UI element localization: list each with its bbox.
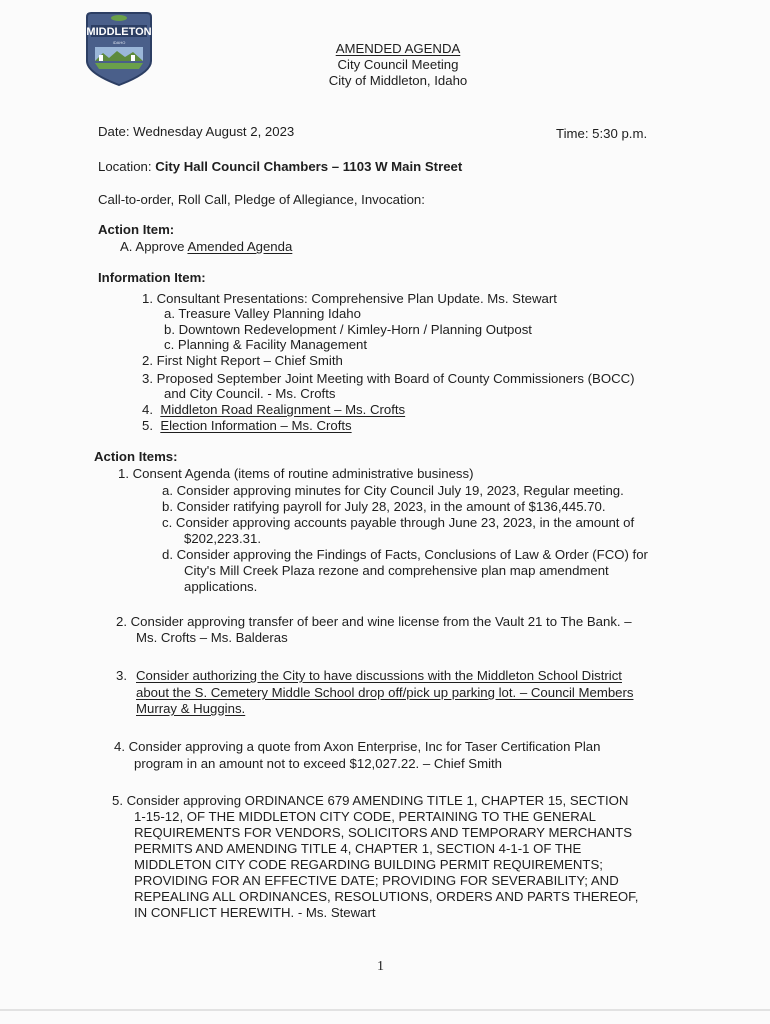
info-item-1c: c. Planning & Facility Management — [164, 337, 368, 352]
meeting-date: Date: Wednesday August 2, 2023 — [98, 124, 295, 139]
action-item-5-line6: PROVIDING FOR AN EFFECTIVE DATE; PROVIDING FOR SEVERABILITY; AND — [134, 873, 619, 888]
info-item-5 — [142, 418, 352, 433]
info-item-3-line2: and City Council. - Ms. Crofts — [164, 386, 336, 401]
action-item-2-line1: 2. Consider approving transfer of beer and wine license from the Vault 21 to The Bank. – — [116, 614, 632, 629]
action-item-1d-line2: City's Mill Creek Plaza rezone and comprehensive plan map amendment — [184, 563, 609, 578]
action-item-2-line2: Ms. Crofts – Ms. Balderas — [136, 630, 288, 645]
action-item-5-line3: REQUIREMENTS FOR VENDORS, SOLICITORS AND TEMPORARY MERCHANTS — [134, 825, 633, 840]
page-number: 1 — [377, 959, 384, 974]
info-item-5-number: 5. — [142, 418, 153, 433]
action-item-1d-line1: d. Consider approving the Findings of Facts, Conclusions of Law & Order (FCO) for — [162, 547, 648, 562]
amended-agenda-link[interactable]: Amended Agenda — [187, 239, 293, 254]
location-label: Location: — [98, 159, 152, 174]
meeting-location — [98, 159, 462, 174]
election-information-link[interactable]: Election Information – Ms. Crofts — [160, 418, 352, 433]
page-bottom-divider — [0, 1009, 770, 1011]
action-item-3-line3[interactable]: Murray & Huggins. — [136, 701, 246, 716]
action-item-1d-line3: applications. — [184, 579, 258, 594]
action-item-1b: b. Consider ratifying payroll for July 28, 2023, in the amount of $136,445.70. — [162, 499, 606, 514]
action-item-a — [120, 239, 292, 254]
action-item-3-number: 3. — [116, 668, 127, 683]
action-item-1: 1. Consent Agenda (items of routine administrative business) — [118, 466, 474, 481]
info-item-1b: b. Downtown Redevelopment / Kimley-Horn / Planning Outpost — [164, 322, 532, 337]
action-item-5-line4: PERMITS AND AMENDING TITLE 4, CHAPTER 1, SECTION 4-1-1 OF THE — [134, 841, 582, 856]
action-item-5-line5: MIDDLETON CITY CODE REGARDING BUILDING PERMIT REQUIREMENTS; — [134, 857, 603, 872]
city-name: City of Middleton, Idaho — [328, 73, 468, 88]
call-to-order: Call-to-order, Roll Call, Pledge of Allegiance, Invocation: — [98, 192, 425, 207]
agenda-title: AMENDED AGENDA — [335, 41, 461, 56]
action-item-1c-line2: $202,223.31. — [184, 531, 262, 546]
info-item-3-line1: 3. Proposed September Joint Meeting with Board of County Commissioners (BOCC) — [142, 371, 635, 386]
info-item-1: 1. Consultant Presentations: Comprehensive Plan Update. Ms. Stewart — [142, 291, 557, 306]
action-item-1a: a. Consider approving minutes for City Council July 19, 2023, Regular meeting. — [162, 483, 624, 498]
action-item-1c-line1: c. Consider approving accounts payable through June 23, 2023, in the amount of — [162, 515, 635, 530]
action-item-5-line2: 1-15-12, OF THE MIDDLETON CITY CODE, PERTAINING TO THE GENERAL — [134, 809, 596, 824]
action-item-a-prefix: A. Approve — [120, 239, 188, 254]
action-item-heading: Action Item: — [98, 222, 175, 237]
action-item-3-line1[interactable]: Consider authorizing the City to have discussions with the Middleton School District — [136, 668, 622, 683]
info-item-4 — [142, 402, 405, 417]
action-item-5-line7: REPEALING ALL ORDINANCES, RESOLUTIONS, ORDERS AND PARTS THEREOF, — [134, 889, 639, 904]
information-item-heading: Information Item: — [98, 270, 206, 285]
middleton-road-realignment-link[interactable]: Middleton Road Realignment – Ms. Crofts — [160, 402, 406, 417]
meeting-time: Time: 5:30 p.m. — [556, 126, 648, 141]
middleton-city-logo — [85, 11, 153, 87]
action-item-4-line1: 4. Consider approving a quote from Axon Enterprise, Inc for Taser Certification Plan — [114, 739, 601, 754]
action-item-4-line2: program in an amount not to exceed $12,027.22. – Chief Smith — [134, 756, 503, 771]
action-item-5-line1: 5. Consider approving ORDINANCE 679 AMENDING TITLE 1, CHAPTER 15, SECTION — [112, 793, 629, 808]
action-item-3-line2[interactable]: about the S. Cemetery Middle School drop off/pick up parking lot. – Council Members — [136, 685, 634, 700]
location-value: City Hall Council Chambers – 1103 W Main Street — [155, 159, 463, 174]
action-item-5-line8: IN CONFLICT HEREWITH. - Ms. Stewart — [134, 905, 376, 920]
action-items-heading: Action Items: — [94, 449, 178, 464]
info-item-2: 2. First Night Report – Chief Smith — [142, 353, 343, 368]
info-item-4-number: 4. — [142, 402, 153, 417]
logo-subtext: IDAHO — [112, 40, 126, 45]
logo-text: MIDDLETON — [86, 26, 152, 38]
info-item-1a: a. Treasure Valley Planning Idaho — [164, 306, 361, 321]
meeting-type: City Council Meeting — [337, 57, 459, 72]
